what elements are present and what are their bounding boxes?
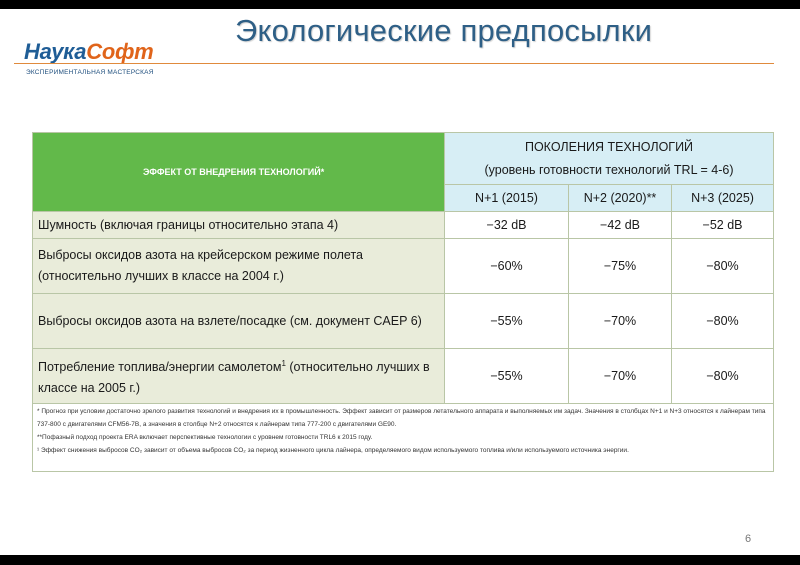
slide [0, 9, 800, 555]
row-value: −32 dB [445, 212, 569, 239]
row-label-text: Потребление топлива/энергии самолетом [38, 360, 282, 375]
row-label: Шумность (включая границы относительно этапа 4) [33, 212, 445, 239]
table-row [33, 239, 774, 294]
generations-header-subtitle: (уровень готовности технологий TRL = 4-6) [484, 162, 734, 177]
row-value: −80% [672, 294, 774, 349]
table-row [33, 212, 774, 239]
footnotes-row [33, 404, 774, 472]
row-value: −42 dB [569, 212, 672, 239]
slide-title: Экологические предпосылки [235, 13, 653, 48]
logo-text-part2: Софт [86, 39, 154, 64]
row-value: −60% [445, 239, 569, 294]
row-value: −55% [445, 349, 569, 404]
column-header-n1: N+1 (2015) [445, 185, 569, 212]
table-row [33, 349, 774, 404]
row-value: −55% [445, 294, 569, 349]
effect-header: ЭФФЕКТ ОТ ВНЕДРЕНИЯ ТЕХНОЛОГИЙ* [143, 167, 325, 177]
header-divider [14, 63, 774, 64]
logo-text-part1: Наука [24, 39, 87, 64]
row-value: −52 dB [672, 212, 774, 239]
footnote: **Пофазный подход проекта ERA включает перспективные технологии с уровнем готовности TRL6 к 2015 году. [37, 434, 373, 441]
technology-effects-table [32, 132, 774, 472]
row-value: −70% [569, 349, 672, 404]
generations-header-title: ПОКОЛЕНИЯ ТЕХНОЛОГИЙ [524, 139, 694, 154]
company-logo [24, 39, 153, 65]
footnote: ¹ Эффект снижения выбросов CO₂ зависит от объема выбросов CO₂ за период жизненного цикла лайнера, определяемого видом используемого топлива и/или используемого источника энергии. [37, 447, 629, 454]
row-label-text-cont: (относительно лучших в классе на 2005 г.) [38, 360, 430, 396]
effect-header-cell [33, 133, 445, 212]
generations-header-cell [445, 133, 774, 185]
row-value: −75% [569, 239, 672, 294]
row-value: −80% [672, 239, 774, 294]
row-label: Выбросы оксидов азота на взлете/посадке (см. документ CAEP 6) [33, 294, 445, 349]
footnotes-cell [33, 404, 774, 472]
row-label [33, 349, 445, 404]
table-row [33, 294, 774, 349]
row-value: −80% [672, 349, 774, 404]
row-label: Выбросы оксидов азота на крейсерском режиме полета (относительно лучших в классе на 2004 г.) [33, 239, 445, 294]
column-header-n2: N+2 (2020)** [569, 185, 672, 212]
column-header-n3: N+3 (2025) [672, 185, 774, 212]
footnote-marker: 1 [281, 358, 286, 368]
footnote: * Прогноз при условии достаточно зрелого развития технологий и внедрения их в промышленность. Эффект зависит от размеров летательного аппарата и выполняемых им задач. Значения в столбцах N+1 и N+3 относятся к лайнерам типа 737-800 с двигателями CFM56-7B, а значения в столбце N+2 относятся к лайнерам типа 777-200 с двигателями GE90. [37, 408, 766, 428]
row-value: −70% [569, 294, 672, 349]
page-number: 6 [745, 533, 752, 545]
logo-subtitle: ЭКСПЕРИМЕНТАЛЬНАЯ МАСТЕРСКАЯ [26, 69, 154, 76]
